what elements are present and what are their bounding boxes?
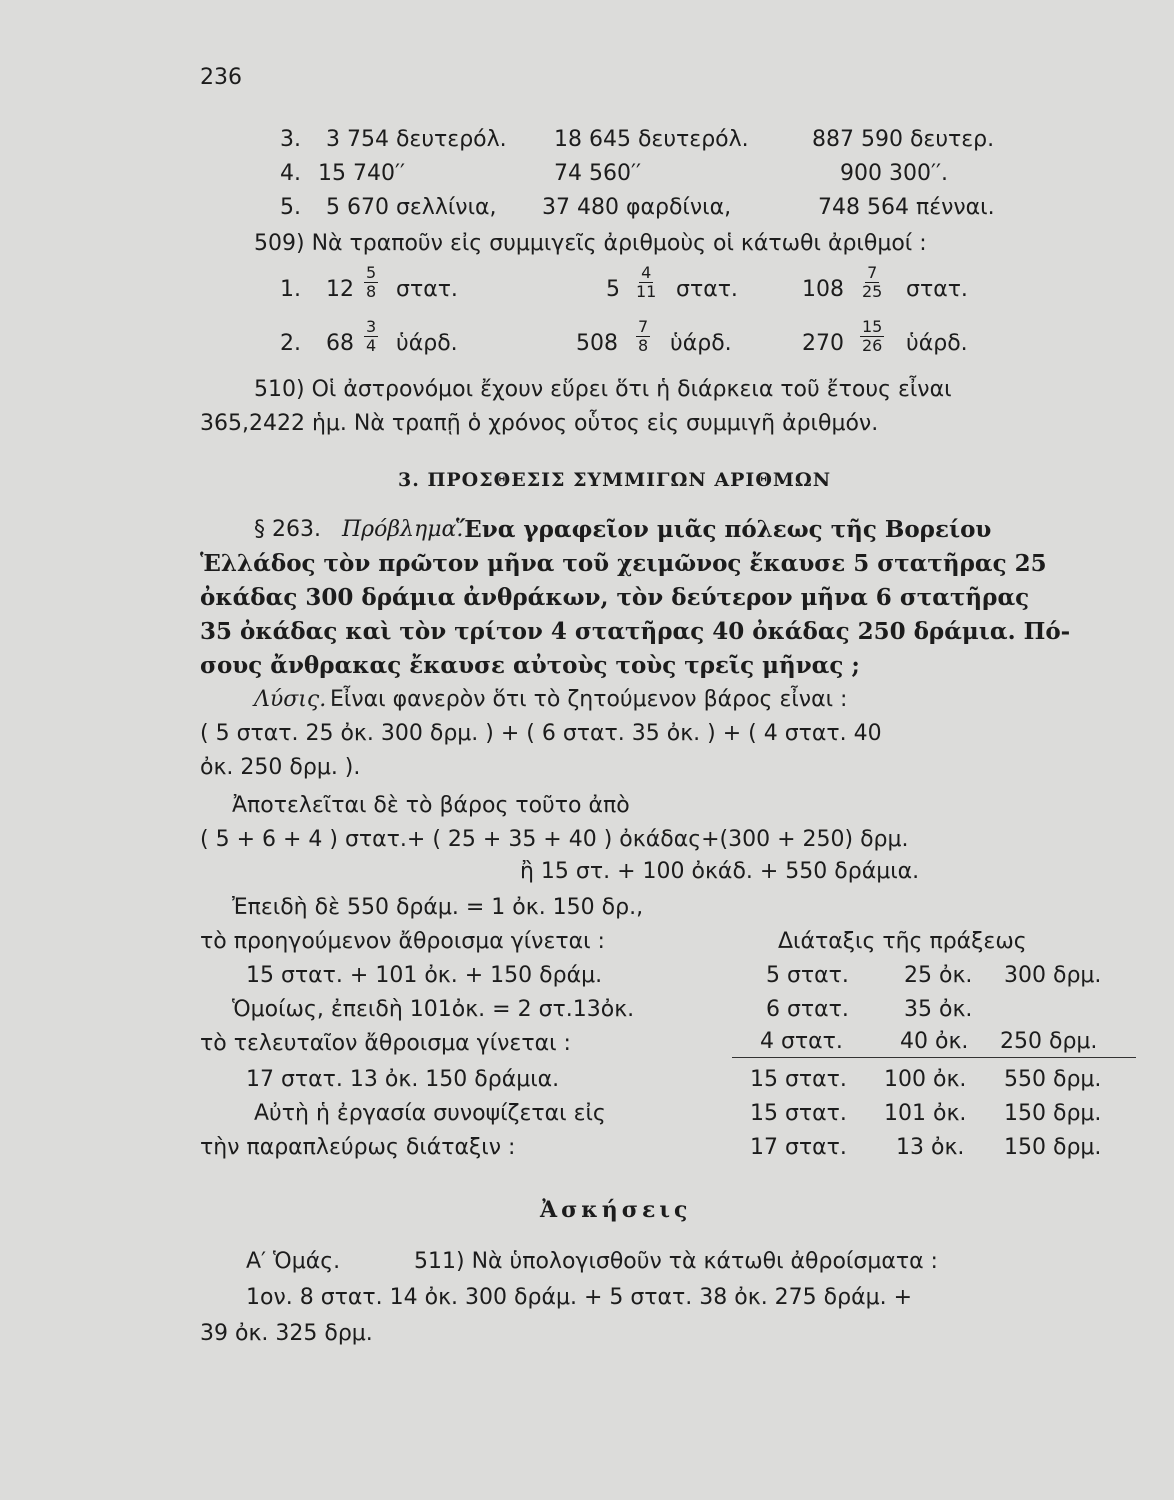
whole-part: 270 (802, 331, 844, 356)
unit: ὑάρδ. (906, 331, 968, 356)
denominator: 26 (862, 336, 883, 355)
whole-part: 5 (606, 277, 620, 302)
arrangement-cell: 6 στατ. (766, 997, 849, 1022)
numerator: 4 (641, 263, 652, 282)
value-cell: 748 564 πένναι. (818, 195, 995, 220)
exercises-heading: Ἀσκήσεις (540, 1197, 692, 1223)
fraction (636, 264, 656, 301)
arrangement-cell: 150 δρμ. (1004, 1101, 1102, 1126)
arrangement-cell: 300 δρμ. (1004, 963, 1102, 988)
problem-text: Ἑλλάδος τὸν πρῶτον μῆνα τοῦ χειμῶνος ἔκαυσε 5 στατῆρας 25 (200, 550, 1047, 577)
value-cell: 5 670 σελλίνια, (326, 195, 497, 220)
whole-part: 12 (326, 277, 354, 302)
item-number: 1. (280, 277, 301, 302)
arrangement-cell: 550 δρμ. (1004, 1067, 1102, 1092)
value-cell: 18 645 δευτερόλ. (554, 127, 749, 152)
arrangement-cell: 5 στατ. (766, 963, 849, 988)
arrangement-cell: 25 ὀκ. (904, 963, 973, 988)
solution-text: Ὁμοίως, ἐπειδὴ 101ὀκ. = 2 στ.13ὀκ. (232, 997, 635, 1022)
unit: ὑάρδ. (670, 331, 732, 356)
arrangement-cell: 100 ὀκ. (884, 1067, 967, 1092)
value-cell: 15 740′′ (318, 161, 405, 186)
arrangement-cell: 35 ὀκ. (904, 997, 973, 1022)
arrangement-cell: 15 στατ. (750, 1067, 847, 1092)
exercise-511: 511) Νὰ ὑπολογισθοῦν τὰ κάτωθι ἀθροίσματα : (414, 1249, 938, 1274)
exercise-510-cont: 365,2422 ἡμ. Νὰ τραπῇ ὁ χρόνος οὗτος εἰς συμμιγῆ ἀριθμόν. (200, 411, 879, 436)
denominator: 8 (366, 282, 377, 301)
solution-label: Λύσις. (254, 687, 327, 712)
denominator: 4 (366, 336, 377, 355)
solution-text: 17 στατ. 13 ὀκ. 150 δράμια. (246, 1067, 560, 1092)
section-heading: 3. ΠΡΟΣΘΕΣΙΣ ΣΥΜΜΙΓΩΝ ΑΡΙΘΜΩΝ (398, 469, 832, 491)
solution-text: Εἶναι φανερὸν ὅτι τὸ ζητούμενον βάρος εἶναι : (330, 687, 848, 712)
numerator: 15 (862, 317, 883, 336)
solution-text: τὴν παραπλεύρως διάταξιν : (200, 1135, 516, 1160)
solution-text: 15 στατ. + 101 ὀκ. + 150 δράμ. (246, 963, 603, 988)
solution-text: ( 5 + 6 + 4 ) στατ.+ ( 25 + 35 + 40 ) ὀκάδας+(300 + 250) δρμ. (200, 827, 909, 852)
whole-part: 68 (326, 331, 354, 356)
item-number: 2. (280, 331, 301, 356)
arrangement-cell: 17 στατ. (750, 1135, 847, 1160)
arrangement-title: Διάταξις τῆς πράξεως (778, 929, 1027, 954)
group-label: Α′ Ὁμάς. (246, 1249, 341, 1274)
arrangement-cell: 150 δρμ. (1004, 1135, 1102, 1160)
solution-text: Ἀποτελεῖται δὲ τὸ βάρος τοῦτο ἀπὸ (232, 793, 630, 818)
numerator: 7 (867, 263, 878, 282)
exercise-511-item: 1ον. 8 στατ. 14 ὀκ. 300 δράμ. + 5 στατ. 38 ὀκ. 275 δράμ. + (246, 1285, 913, 1310)
item-number: 3. (280, 127, 301, 152)
solution-text: τὸ προηγούμενον ἄθροισμα γίνεται : (200, 929, 605, 954)
exercise-511-item-cont: 39 ὀκ. 325 δρμ. (200, 1321, 373, 1346)
fraction (860, 318, 884, 355)
problem-label: Πρόβλημα. (342, 517, 464, 542)
arrangement-cell: 13 ὀκ. (896, 1135, 965, 1160)
denominator: 11 (636, 282, 657, 301)
value-cell: 900 300′′. (840, 161, 948, 186)
denominator: 8 (638, 336, 649, 355)
unit: στατ. (396, 277, 458, 302)
arrangement-cell: 40 ὀκ. (900, 1029, 969, 1054)
arrangement-cell: 250 δρμ. (1000, 1029, 1098, 1054)
unit: στατ. (906, 277, 968, 302)
paragraph-number: § 263. (254, 517, 321, 542)
solution-text: ἢ 15 στ. + 100 ὀκάδ. + 550 δράμια. (520, 859, 920, 884)
solution-text: τὸ τελευταῖον ἄθροισμα γίνεται : (200, 1031, 571, 1056)
problem-text: σους ἄνθρακας ἔκαυσε αὐτοὺς τοὺς τρεῖς μῆνας ; (200, 652, 860, 679)
denominator: 25 (862, 282, 883, 301)
problem-text: Ἕνα γραφεῖον μιᾶς πόλεως τῆς Βορείου (456, 516, 992, 543)
solution-text: Αὐτὴ ἡ ἐργασία συνοψίζεται εἰς (254, 1101, 606, 1126)
fraction (364, 318, 378, 355)
value-cell: 74 560′′ (554, 161, 641, 186)
unit: ὑάρδ. (396, 331, 458, 356)
arrangement-cell: 101 ὀκ. (884, 1101, 967, 1126)
problem-text: 35 ὀκάδας καὶ τὸν τρίτον 4 στατῆρας 40 ὀκάδας 250 δράμια. Πό- (200, 618, 1071, 645)
solution-text: Ἐπειδὴ δὲ 550 δράμ. = 1 ὀκ. 150 δρ., (232, 895, 644, 920)
value-cell: 887 590 δευτερ. (812, 127, 995, 152)
fraction (862, 264, 882, 301)
problem-text: ὀκάδας 300 δράμια ἀνθράκων, τὸν δεύτερον μῆνα 6 στατῆρας (200, 584, 1030, 611)
exercise-509: 509) Νὰ τραποῦν εἰς συμμιγεῖς ἀριθμοὺς οἱ κάτωθι ἀριθμοί : (254, 231, 927, 256)
whole-part: 108 (802, 277, 844, 302)
arrangement-cell: 4 στατ. (760, 1029, 843, 1054)
value-cell: 37 480 φαρδίνια, (542, 195, 732, 220)
fraction (636, 318, 650, 355)
item-number: 5. (280, 195, 301, 220)
exercise-510: 510) Οἱ ἀστρονόμοι ἔχουν εὕρει ὅτι ἡ διάρκεια τοῦ ἔτους εἶναι (254, 377, 952, 402)
unit: στατ. (676, 277, 738, 302)
solution-text: ( 5 στατ. 25 ὀκ. 300 δρμ. ) + ( 6 στατ. 35 ὀκ. ) + ( 4 στατ. 40 (200, 721, 882, 746)
item-number: 4. (280, 161, 301, 186)
numerator: 7 (638, 317, 649, 336)
fraction (364, 264, 378, 301)
numerator: 3 (366, 317, 377, 336)
value-cell: 3 754 δευτερόλ. (326, 127, 507, 152)
solution-text: ὀκ. 250 δρμ. ). (200, 755, 361, 780)
arrangement-cell: 15 στατ. (750, 1101, 847, 1126)
page-number: 236 (200, 65, 242, 90)
whole-part: 508 (576, 331, 618, 356)
numerator: 5 (366, 263, 377, 282)
sum-rule (732, 1057, 1136, 1058)
